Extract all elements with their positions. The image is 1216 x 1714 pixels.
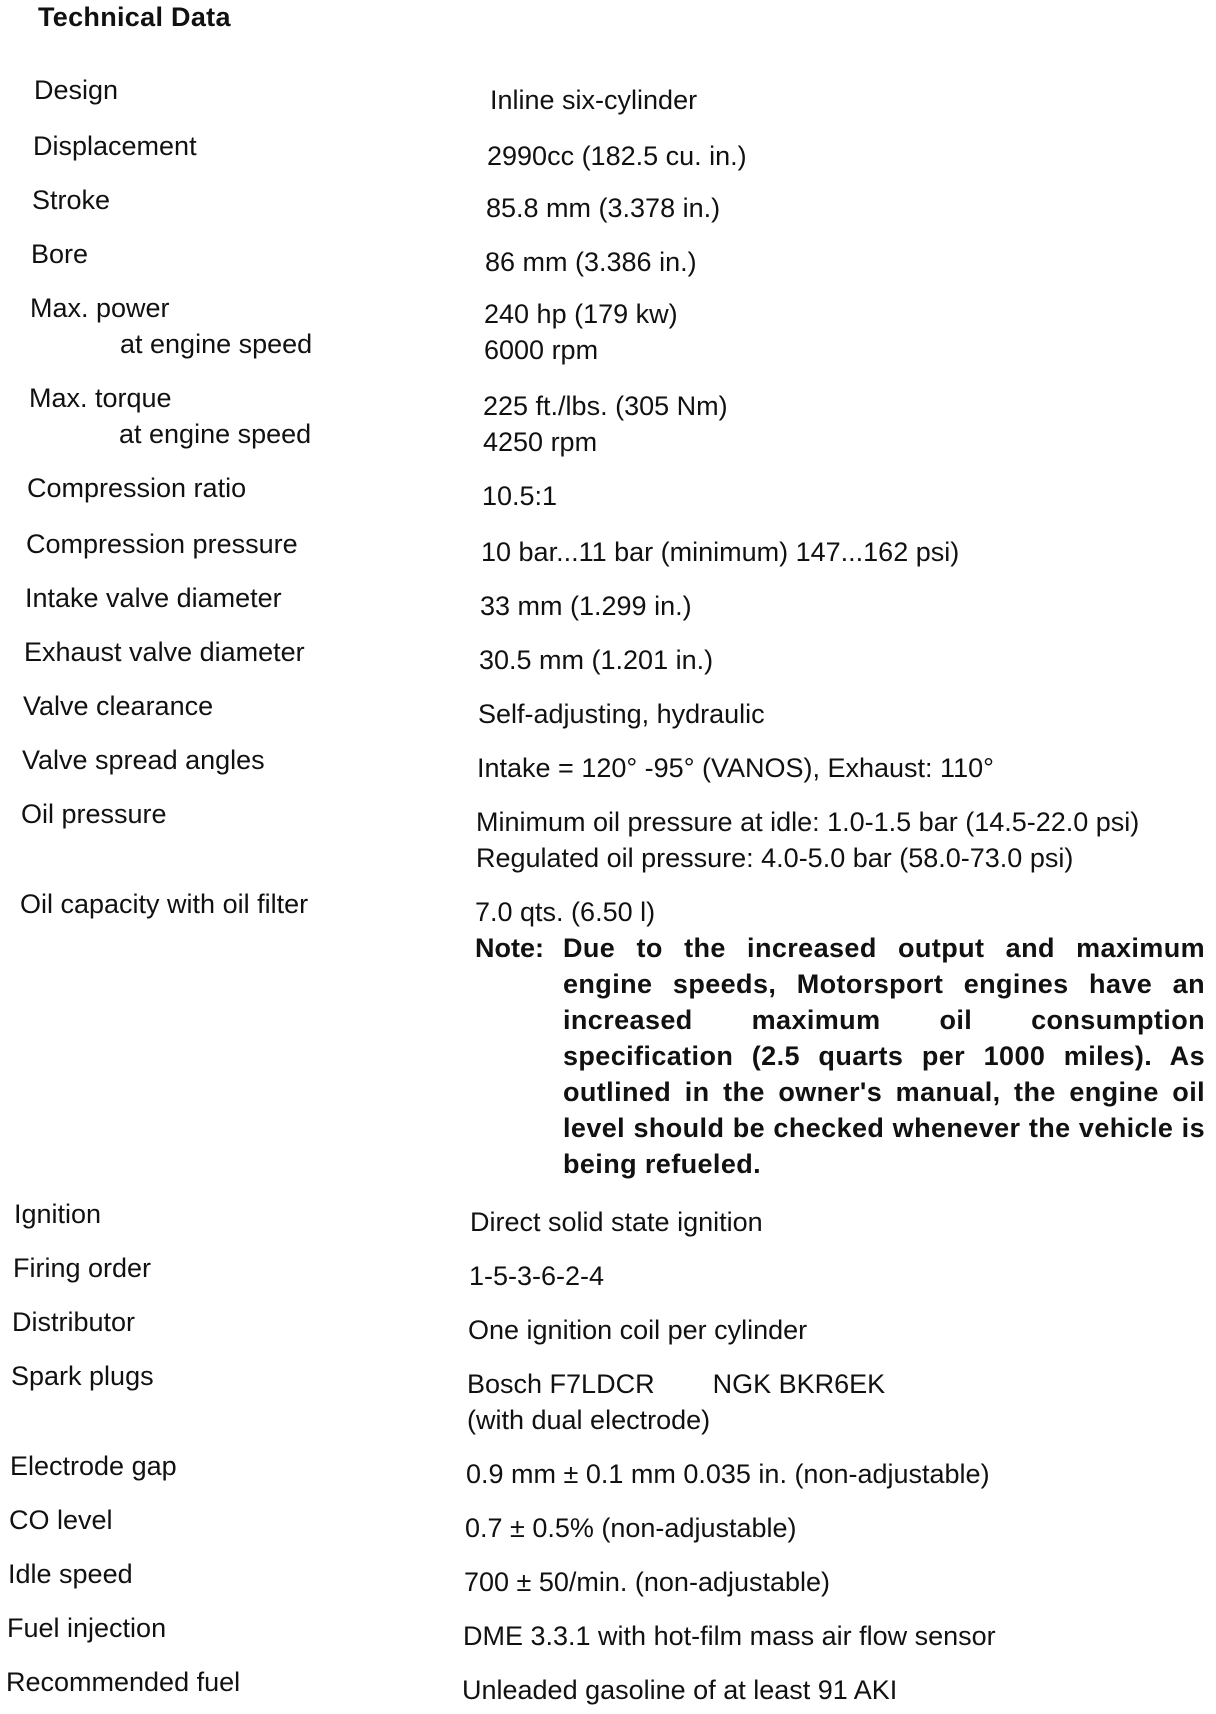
oil-pressure-regulated: Regulated oil pressure: 4.0-5.0 bar (58.0-73.0 psi) bbox=[476, 843, 1074, 873]
spec-value-displacement: 2990cc (182.5 cu. in.) bbox=[487, 141, 747, 171]
max-power-sublabel: at engine speed bbox=[120, 329, 313, 359]
spark-plug-note: (with dual electrode) bbox=[467, 1405, 711, 1435]
spark-plug-models bbox=[467, 1366, 1187, 1402]
spec-label-compression-ratio: Compression ratio bbox=[27, 473, 247, 503]
max-torque-rpm: 4250 rpm bbox=[483, 427, 598, 457]
spec-label-electrode-gap: Electrode gap bbox=[10, 1451, 177, 1481]
spec-label-idle-speed: Idle speed bbox=[8, 1559, 133, 1589]
spec-label-oil-pressure: Oil pressure bbox=[21, 799, 167, 829]
spec-value-firing-order: 1-5-3-6-2-4 bbox=[469, 1261, 605, 1291]
spec-value-co-level: 0.7 ± 0.5% (non-adjustable) bbox=[465, 1513, 797, 1543]
oil-pressure-minimum: Minimum oil pressure at idle: 1.0-1.5 bar (14.5-22.0 psi) bbox=[476, 807, 1140, 837]
spec-label-fuel-injection: Fuel injection bbox=[7, 1613, 167, 1643]
max-power-value: 240 hp (179 kw) bbox=[484, 299, 678, 329]
spec-value-compression-ratio: 10.5:1 bbox=[482, 481, 558, 511]
page-title: Technical Data bbox=[38, 2, 231, 32]
oil-capacity-value: 7.0 qts. (6.50 l) bbox=[475, 897, 656, 927]
spec-value-ignition: Direct solid state ignition bbox=[470, 1207, 763, 1237]
spec-label-design: Design bbox=[34, 75, 119, 105]
spec-value-distributor: One ignition coil per cylinder bbox=[468, 1315, 808, 1345]
max-torque-value: 225 ft./lbs. (305 Nm) bbox=[483, 391, 728, 421]
spec-label-co-level: CO level bbox=[9, 1505, 113, 1535]
max-torque-label: Max. torque bbox=[29, 383, 172, 413]
spec-value-design: Inline six-cylinder bbox=[490, 85, 698, 115]
spec-value-oil-capacity bbox=[475, 894, 1205, 1182]
max-torque-sublabel: at engine speed bbox=[119, 419, 312, 449]
max-power-rpm: 6000 rpm bbox=[484, 335, 599, 365]
spec-label-compression-pressure: Compression pressure bbox=[26, 529, 298, 559]
spec-label-valve-clearance: Valve clearance bbox=[23, 691, 214, 721]
spec-value-recommended-fuel: Unleaded gasoline of at least 91 AKI bbox=[462, 1675, 898, 1705]
spec-value-valve-clearance: Self-adjusting, hydraulic bbox=[478, 699, 765, 729]
max-power-label: Max. power bbox=[30, 293, 170, 323]
spec-label-firing-order: Firing order bbox=[13, 1253, 152, 1283]
spec-label-intake-valve: Intake valve diameter bbox=[25, 583, 282, 613]
spec-value-intake-valve: 33 mm (1.299 in.) bbox=[480, 591, 692, 621]
spec-value-max-torque bbox=[483, 388, 1203, 460]
spec-label-max-torque bbox=[29, 380, 449, 452]
spec-value-bore: 86 mm (3.386 in.) bbox=[485, 247, 697, 277]
spec-label-recommended-fuel: Recommended fuel bbox=[6, 1667, 241, 1697]
spec-value-max-power bbox=[484, 296, 1204, 368]
spec-label-exhaust-valve: Exhaust valve diameter bbox=[24, 637, 305, 667]
spec-value-oil-pressure bbox=[476, 804, 1196, 876]
note-text: Due to the increased output and maximum engine speeds, Motorsport engines have an increased maximum oil consumption specification (2.5 quarts per 1000 miles). As outlined in the owner's manual, the engine oil level should be checked whenever the vehicle is being refueled. bbox=[563, 933, 1205, 1179]
spec-label-displacement: Displacement bbox=[33, 131, 197, 161]
spec-label-valve-spread: Valve spread angles bbox=[22, 745, 265, 775]
spec-label-stroke: Stroke bbox=[32, 185, 111, 215]
spec-value-exhaust-valve: 30.5 mm (1.201 in.) bbox=[479, 645, 714, 675]
spec-label-distributor: Distributor bbox=[12, 1307, 136, 1337]
spec-value-fuel-injection: DME 3.3.1 with hot-film mass air flow sensor bbox=[463, 1621, 996, 1651]
spec-label-oil-capacity: Oil capacity with oil filter bbox=[20, 889, 309, 919]
spec-value-spark-plugs bbox=[467, 1366, 1187, 1438]
spec-value-electrode-gap: 0.9 mm ± 0.1 mm 0.035 in. (non-adjustable) bbox=[466, 1459, 990, 1489]
spec-value-stroke: 85.8 mm (3.378 in.) bbox=[486, 193, 721, 223]
oil-consumption-note bbox=[475, 930, 1205, 1182]
spec-label-ignition: Ignition bbox=[14, 1199, 102, 1229]
spec-label-bore: Bore bbox=[31, 239, 89, 269]
spec-value-valve-spread: Intake = 120° -95° (VANOS), Exhaust: 110° bbox=[477, 753, 994, 783]
spec-label-spark-plugs: Spark plugs bbox=[11, 1361, 154, 1391]
spec-value-compression-pressure: 10 bar...11 bar (minimum) 147...162 psi) bbox=[481, 537, 960, 567]
spec-value-idle-speed: 700 ± 50/min. (non-adjustable) bbox=[464, 1567, 831, 1597]
spark-plug-ngk: NGK BKR6EK bbox=[712, 1369, 886, 1399]
note-label: Note: bbox=[475, 933, 544, 963]
spark-plug-bosch: Bosch F7LDCR bbox=[467, 1369, 655, 1399]
spec-label-max-power bbox=[30, 290, 450, 362]
